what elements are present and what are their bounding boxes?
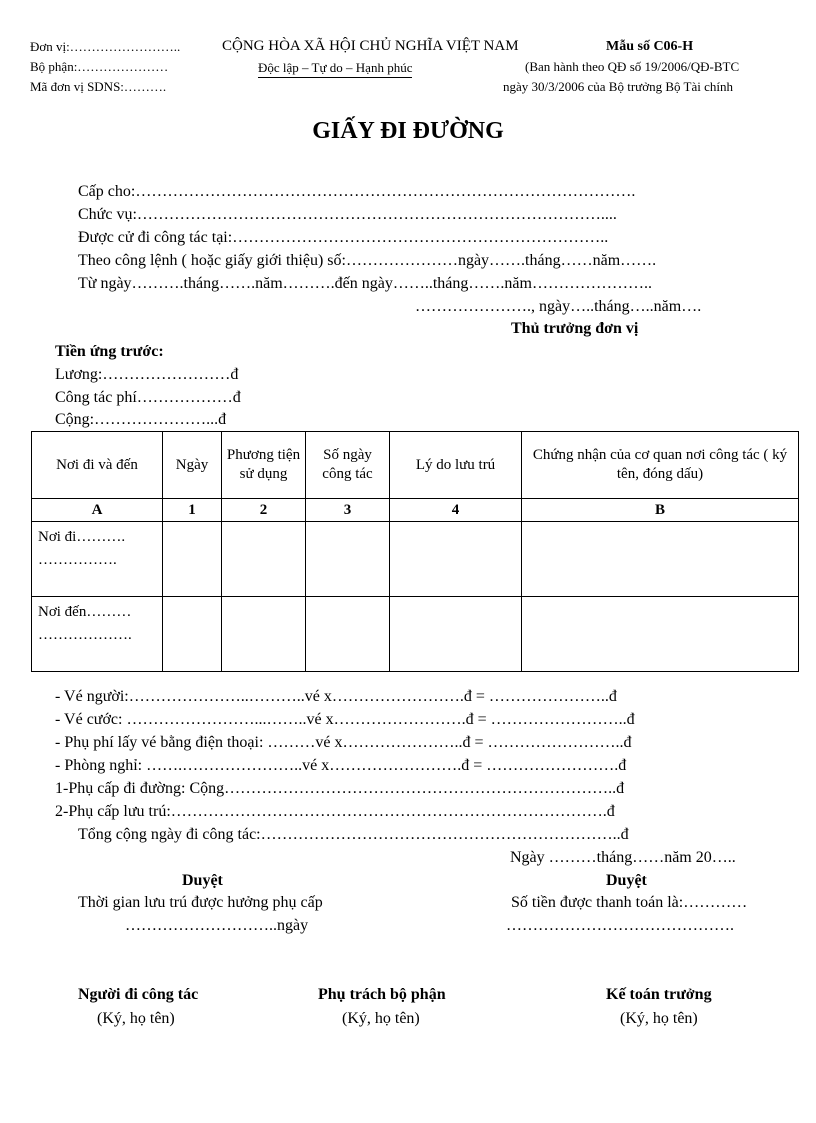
table-cell[interactable]: [390, 597, 522, 672]
form-number: Mẫu số C06-H: [606, 39, 694, 54]
table-cell[interactable]: [390, 522, 522, 597]
col-header-vehicle: Phương tiện sử dụng: [222, 432, 306, 499]
settlement-date: Ngày ………tháng……năm 20…..: [510, 849, 736, 866]
arrival-line-1: Nơi đến………: [38, 604, 132, 620]
cost-ticket: - Vé người:…………………..………..vé x…………………….đ = …………………..đ: [55, 688, 617, 705]
table-cell[interactable]: [306, 597, 390, 672]
head-of-unit-label: Thủ trưởng đơn vị: [511, 320, 639, 337]
col-index: 1: [163, 499, 222, 522]
signature-department-note: (Ký, họ tên): [342, 1010, 420, 1027]
department-field: Bộ phận:…………………: [30, 59, 169, 74]
position-field: Chức vụ:……………………………………………………………………………....: [78, 206, 617, 223]
signature-accountant-role: Kế toán trưởng: [606, 986, 712, 1003]
table-row: [32, 522, 799, 597]
table-cell[interactable]: [163, 522, 222, 597]
arrival-cell[interactable]: [32, 597, 163, 672]
republic-name: CỘNG HÒA XÃ HỘI CHỦ NGHĨA VIỆT NAM: [222, 38, 519, 54]
col-index: 3: [306, 499, 390, 522]
grand-total: Tổng cộng ngày đi công tác:…………………………………………………………..đ: [78, 826, 629, 843]
signature-traveler-role: Người đi công tác: [78, 986, 199, 1003]
decree-line-1: (Ban hành theo QĐ số 19/2006/QĐ-BTC: [525, 59, 740, 74]
table-cell[interactable]: [306, 522, 390, 597]
table-cell[interactable]: [522, 597, 799, 672]
table-cell[interactable]: [222, 597, 306, 672]
signature-traveler-note: (Ký, họ tên): [97, 1010, 175, 1027]
col-header-certification: Chứng nhận của cơ quan nơi công tác ( ký tên, đóng dấu): [522, 432, 799, 499]
approval-right-line-2: …………………………………….: [506, 917, 734, 934]
departure-line-2: …………….: [38, 552, 117, 568]
advance-expense: Công tác phí………………đ: [55, 389, 241, 406]
col-header-route: Nơi đi và đến: [32, 432, 163, 499]
departure-line-1: Nơi đi……….: [38, 529, 126, 545]
decree-line-2: ngày 30/3/2006 của Bộ trưởng Bộ Tài chính: [503, 79, 733, 94]
approval-left-line-1: Thời gian lưu trú được hưởng phụ cấp: [78, 894, 323, 911]
order-field: Theo công lệnh ( hoặc giấy giới thiệu) số:…………………ngày…….tháng……năm…….: [78, 252, 657, 269]
period-field: Từ ngày……….tháng…….năm……….đến ngày……..tháng…….năm…………………..: [78, 275, 652, 292]
col-index: 4: [390, 499, 522, 522]
table-cell[interactable]: [163, 597, 222, 672]
col-header-days: Số ngày công tác: [306, 432, 390, 499]
col-index: B: [522, 499, 799, 522]
advance-salary: Lương:……………………đ: [55, 366, 239, 383]
sent-to-field: Được cử đi công tác tại:……………………………………………………………..: [78, 229, 609, 246]
col-index: 2: [222, 499, 306, 522]
cost-freight: - Vé cước: ……………………...……..vé x…………………….đ = ……………………..đ: [55, 711, 635, 728]
col-header-stay-reason: Lý do lưu trú: [390, 432, 522, 499]
document-title: GIẤY ĐI ĐƯỜNG: [312, 118, 504, 144]
arrival-line-2: ……………….: [38, 627, 132, 643]
cost-phone-fee: - Phụ phí lấy vé bằng điện thoại: ………vé x…………………..đ = ……………………..đ: [55, 734, 632, 751]
signature-accountant-note: (Ký, họ tên): [620, 1010, 698, 1027]
advance-total: Cộng:…………………...đ: [55, 411, 227, 428]
col-header-date: Ngày: [163, 432, 222, 499]
stay-allowance: 2-Phụ cấp lưu trú:……………………………………………………………………….đ: [55, 803, 615, 820]
table-cell[interactable]: [522, 522, 799, 597]
issue-date-line: …………………., ngày…..tháng…..năm….: [415, 298, 702, 315]
advance-heading: Tiền ứng trước:: [55, 343, 164, 360]
travel-allowance: 1-Phụ cấp đi đường: Cộng………………………………………………………………..đ: [55, 780, 625, 797]
col-index: A: [32, 499, 163, 522]
table-row: [32, 597, 799, 672]
signature-department-role: Phụ trách bộ phận: [318, 986, 446, 1003]
approval-left-title: Duyệt: [182, 872, 223, 889]
cost-room: - Phòng nghỉ: …….…………………..vé x…………………….đ = …………………….đ: [55, 757, 627, 774]
unit-code-field: Mã đơn vị SDNS:……….: [30, 79, 167, 94]
table-cell[interactable]: [222, 522, 306, 597]
trip-table: [31, 431, 799, 672]
national-motto: Độc lập – Tự do – Hạnh phúc: [258, 60, 412, 78]
table-header-row: [32, 432, 799, 499]
approval-right-title: Duyệt: [606, 872, 647, 889]
departure-cell[interactable]: [32, 522, 163, 597]
approval-right-line-1: Số tiền được thanh toán là:…………: [511, 894, 748, 911]
unit-field: Đơn vị:……………………..: [30, 39, 181, 54]
table-index-row: [32, 499, 799, 522]
approval-left-line-2: ………………………..ngày: [125, 917, 309, 934]
issued-to-field: Cấp cho:………………………………………………………………………………….: [78, 183, 636, 200]
